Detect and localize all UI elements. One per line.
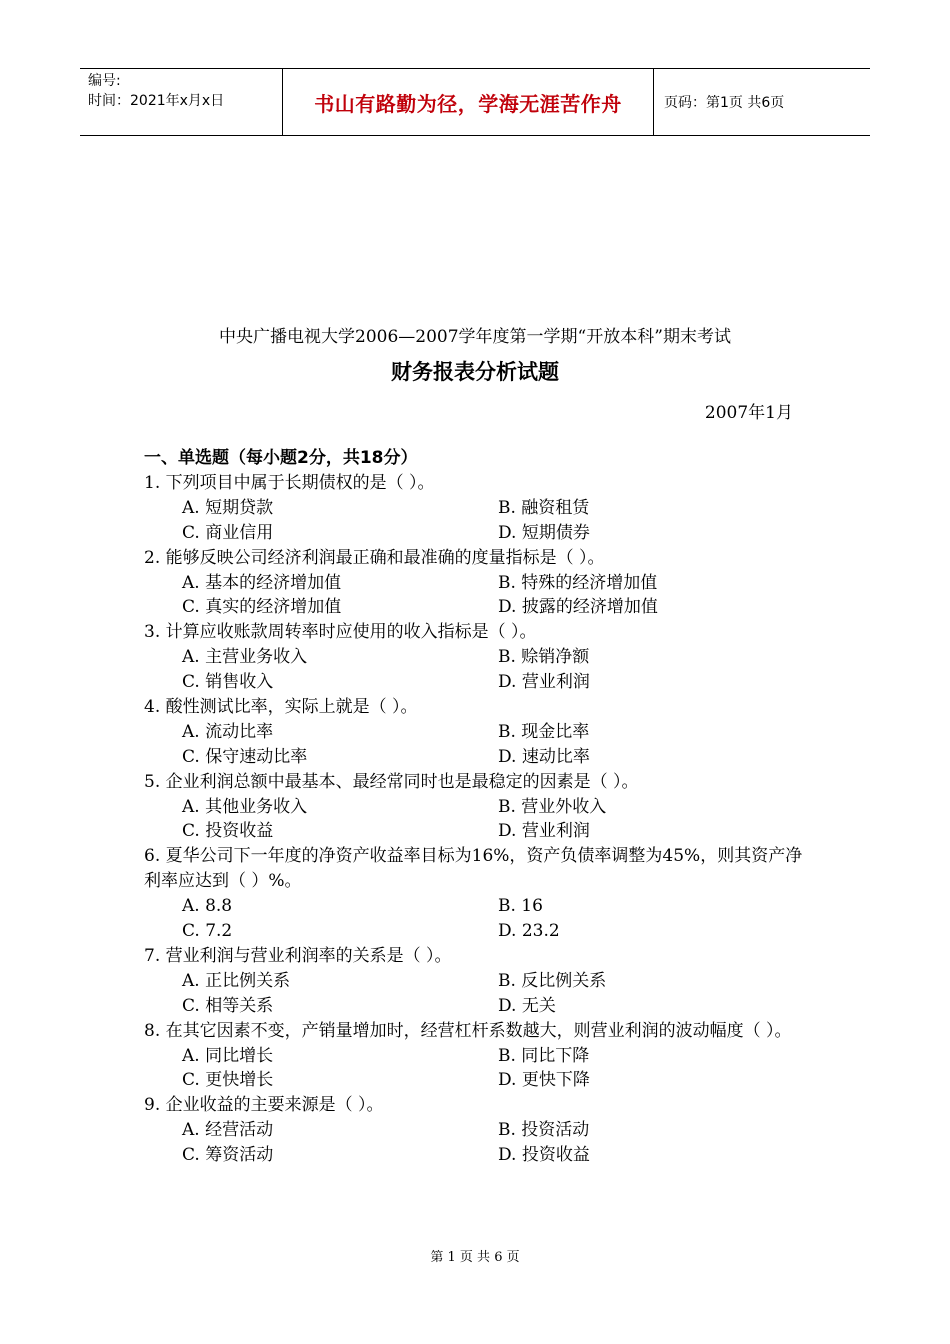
- option-c: C. 保守速动比率: [182, 746, 308, 767]
- option-a: A. 主营业务收入: [182, 647, 308, 668]
- question-options: [144, 1118, 814, 1168]
- question-text: 7. 营业利润与营业利润率的关系是（ ）。: [144, 945, 452, 966]
- option-d: D. 23.2: [498, 921, 560, 942]
- section-title: 一、单选题（每小题2分，共18分）: [144, 448, 418, 468]
- option-a: A. 同比增长: [182, 1045, 274, 1066]
- option-c: C. 7.2: [182, 921, 233, 942]
- option-a: A. 流动比率: [182, 721, 274, 742]
- motto-text: 书山有路勤为径，学海无涯苦作舟: [314, 91, 622, 116]
- time-label: 时间：2021年x月x日: [88, 93, 225, 109]
- question-text: 3. 计算应收账款周转率时应使用的收入指标是（ ）。: [144, 622, 537, 643]
- question-text: 2. 能够反映公司经济利润最正确和最准确的度量指标是（ ）。: [144, 547, 605, 568]
- option-c: C. 真实的经济增加值: [182, 597, 342, 618]
- exam-content: [144, 446, 814, 1168]
- question-options: [144, 496, 814, 546]
- option-d: D. 营业利润: [498, 821, 590, 842]
- option-b: B. 特殊的经济增加值: [498, 572, 658, 593]
- header-meta: [80, 69, 282, 135]
- option-b: B. 16: [498, 896, 543, 917]
- header-motto-cell: [282, 69, 654, 135]
- option-b: B. 反比例关系: [498, 970, 607, 991]
- option-b: B. 同比下降: [498, 1045, 590, 1066]
- question-text: 6. 夏华公司下一年度的净资产收益率目标为16%，资产负债率调整为45%，则其资产净利率应达到（ ）%。: [144, 846, 803, 892]
- question-4: [144, 695, 814, 770]
- option-a: A. 经营活动: [182, 1120, 274, 1141]
- page-footer: 第 1 页 共 6 页: [430, 1250, 520, 1265]
- option-a: A. 正比例关系: [182, 970, 291, 991]
- number-label: 编号:: [88, 73, 121, 89]
- option-c: C. 销售收入: [182, 672, 274, 693]
- option-c: C. 更快增长: [182, 1070, 274, 1091]
- option-d: D. 营业利润: [498, 672, 590, 693]
- option-a: A. 短期贷款: [182, 497, 274, 518]
- header-page-code: 页码：第1页 共6页: [664, 95, 785, 111]
- option-b: B. 营业外收入: [498, 796, 607, 817]
- option-b: B. 现金比率: [498, 721, 590, 742]
- question-text: 1. 下列项目中属于长期债权的是（ ）。: [144, 473, 435, 493]
- option-a: A. 基本的经济增加值: [182, 572, 342, 593]
- option-a: A. 8.8: [182, 896, 233, 917]
- question-8: [144, 1019, 814, 1094]
- question-options: [144, 894, 814, 944]
- question-text: 4. 酸性测试比率，实际上就是（ ）。: [144, 697, 418, 718]
- question-text: 8. 在其它因素不变，产销量增加时，经营杠杆系数越大，则营业利润的波动幅度（ ）。: [144, 1020, 792, 1041]
- option-d: D. 披露的经济增加值: [498, 597, 658, 618]
- question-options: [144, 969, 814, 1019]
- question-options: [144, 720, 814, 770]
- question-2: [144, 546, 814, 621]
- option-c: C. 商业信用: [182, 522, 274, 543]
- option-b: B. 投资活动: [498, 1120, 590, 1141]
- option-c: C. 投资收益: [182, 821, 274, 842]
- question-text: 5. 企业利润总额中最基本、最经常同时也是最稳定的因素是（ ）。: [144, 771, 639, 792]
- option-c: C. 筹资活动: [182, 1145, 274, 1166]
- option-a: A. 其他业务收入: [182, 796, 308, 817]
- option-d: D. 更快下降: [498, 1070, 590, 1091]
- exam-title: 中央广播电视大学2006—2007学年度第一学期“开放本科”期末考试: [219, 327, 731, 347]
- option-c: C. 相等关系: [182, 995, 274, 1016]
- question-options: [144, 571, 814, 621]
- question-1: [144, 471, 814, 546]
- option-d: D. 无关: [498, 995, 556, 1016]
- question-7: [144, 944, 814, 1019]
- option-d: D. 速动比率: [498, 746, 590, 767]
- question-options: [144, 795, 814, 845]
- exam-subject: 财务报表分析试题: [391, 360, 559, 384]
- question-3: [144, 620, 814, 695]
- page-header: [80, 68, 870, 136]
- exam-date: 2007年1月: [704, 403, 793, 423]
- option-b: B. 赊销净额: [498, 647, 590, 668]
- option-d: D. 投资收益: [498, 1145, 590, 1166]
- question-6: [144, 844, 814, 944]
- option-b: B. 融资租赁: [498, 497, 590, 518]
- question-9: [144, 1093, 814, 1168]
- option-d: D. 短期债券: [498, 522, 590, 543]
- question-5: [144, 770, 814, 845]
- question-options: [144, 1044, 814, 1094]
- question-text: 9. 企业收益的主要来源是（ ）。: [144, 1095, 384, 1116]
- question-options: [144, 645, 814, 695]
